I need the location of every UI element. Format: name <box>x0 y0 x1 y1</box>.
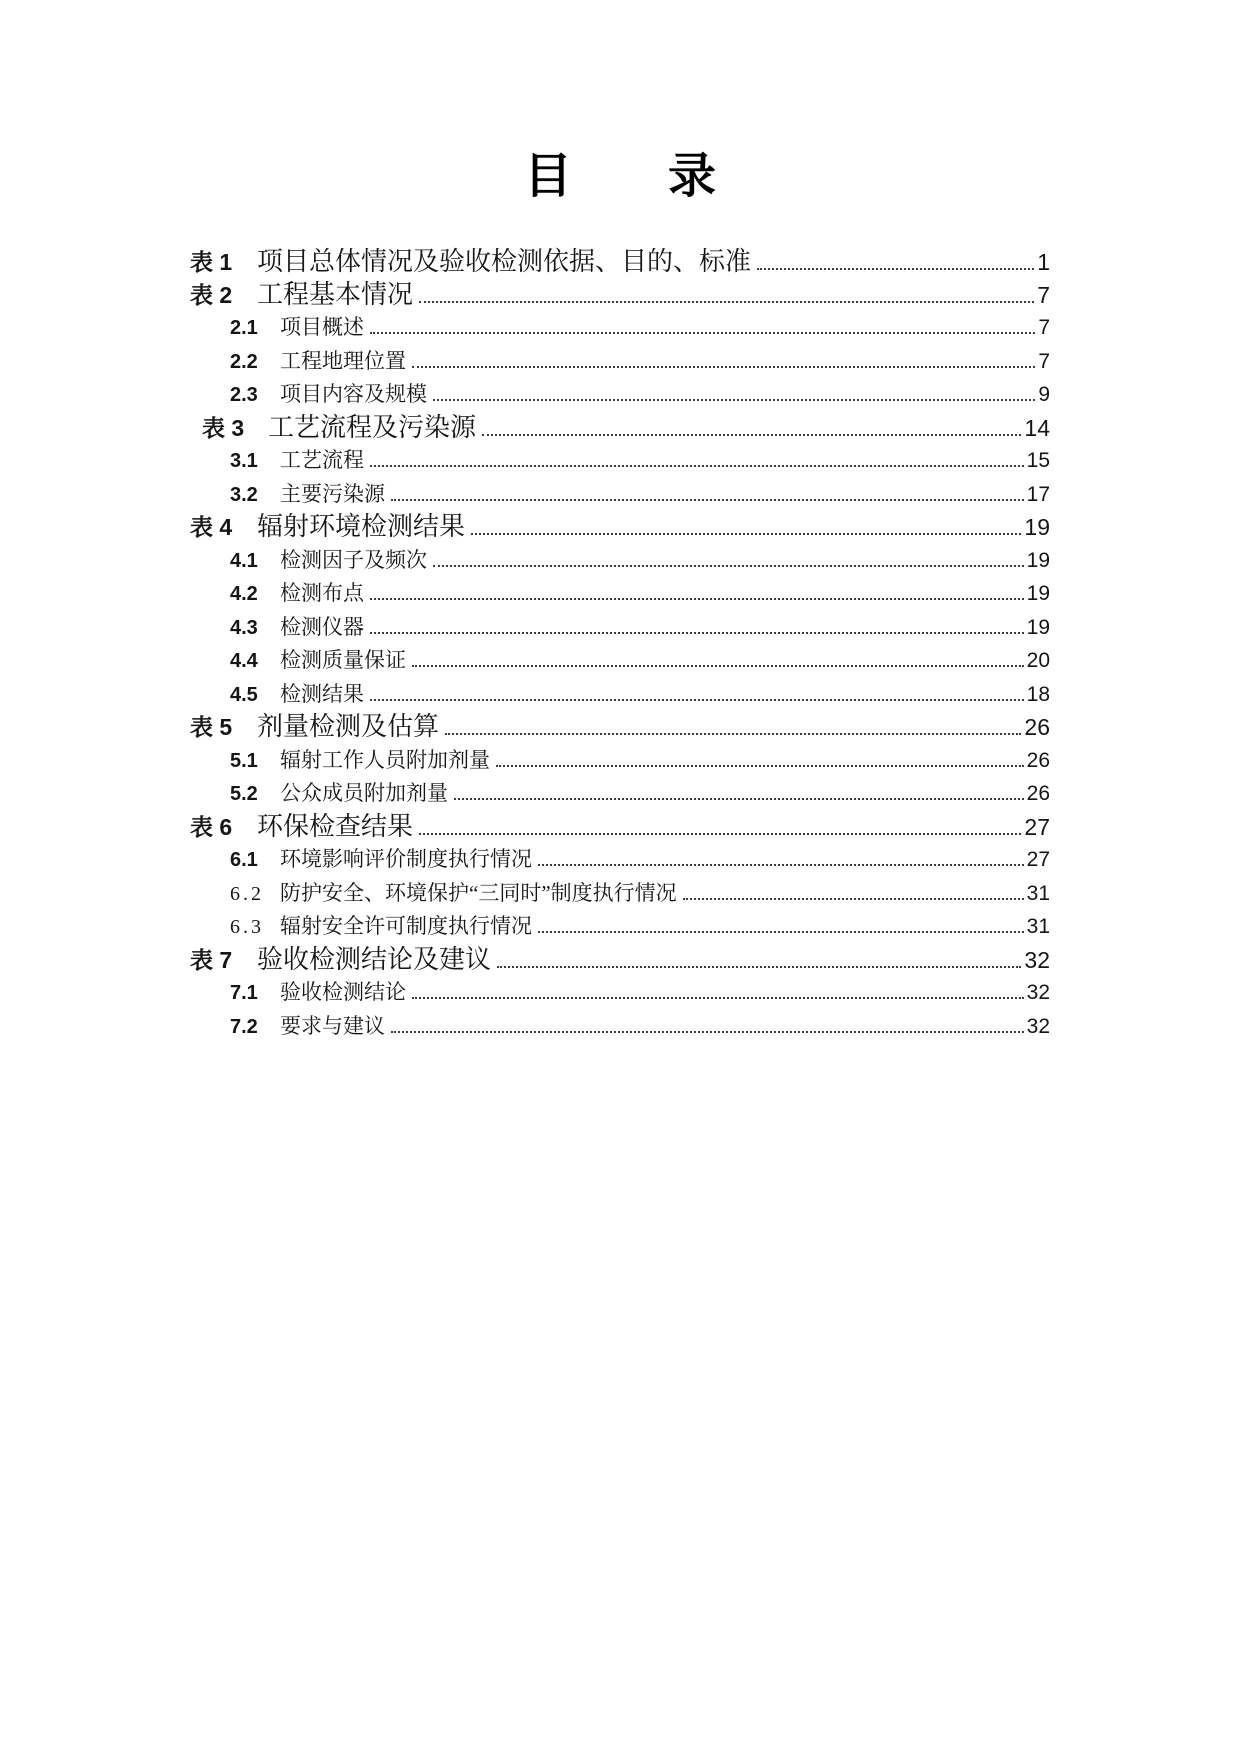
toc-row[interactable] <box>190 311 1050 345</box>
toc-page-number: 19 <box>1026 582 1050 605</box>
toc-item-label: 检测质量保证 <box>280 648 406 672</box>
toc-page-number: 14 <box>1024 414 1050 441</box>
toc-leader-dots <box>370 598 1024 600</box>
toc-row[interactable] <box>190 279 1050 312</box>
toc-item-label: 辐射安全许可制度执行情况 <box>280 914 532 938</box>
toc-row[interactable] <box>190 744 1050 778</box>
toc-page-number: 9 <box>1038 383 1050 406</box>
toc-page-number: 7 <box>1037 281 1050 308</box>
toc-item-number: 4.4 <box>230 650 258 672</box>
toc-leader-dots <box>370 699 1024 701</box>
toc-page-number: 27 <box>1024 813 1050 840</box>
toc-item-label: 环境影响评价制度执行情况 <box>280 847 532 871</box>
toc-item-number: 4.5 <box>230 683 258 706</box>
toc-item-number: 6.1 <box>230 849 258 871</box>
table-of-contents <box>190 246 1050 1043</box>
toc-leader-dots <box>454 798 1024 800</box>
toc-item-label: 公众成员附加剂量 <box>280 781 448 805</box>
toc-item-number: 表 5 <box>190 714 233 740</box>
toc-page-number: 32 <box>1026 981 1050 1004</box>
toc-item-number: 表 7 <box>190 946 233 973</box>
toc-leader-dots <box>496 765 1024 767</box>
toc-leader-dots <box>419 833 1021 835</box>
toc-leader-dots <box>370 632 1024 634</box>
toc-item-number: 7.1 <box>230 982 258 1004</box>
toc-leader-dots <box>482 434 1021 436</box>
toc-page-number: 32 <box>1026 1014 1050 1038</box>
toc-item-label: 环保检查结果 <box>257 811 414 841</box>
toc-row[interactable] <box>190 777 1050 811</box>
toc-row[interactable] <box>190 944 1050 977</box>
toc-leader-dots <box>412 366 1035 368</box>
toc-item-label: 剂量检测及估算 <box>257 712 440 741</box>
toc-item-number: 表 3 <box>202 414 245 441</box>
toc-row[interactable] <box>190 246 1050 279</box>
toc-item-label: 检测结果 <box>280 681 364 706</box>
toc-leader-dots <box>683 898 1024 900</box>
toc-row[interactable] <box>190 412 1050 445</box>
toc-page-number: 7 <box>1038 316 1050 339</box>
toc-item-label: 工艺流程及污染源 <box>268 412 477 442</box>
toc-item-label: 辐射环境检测结果 <box>257 512 466 541</box>
toc-leader-dots <box>433 565 1024 567</box>
toc-page-number: 19 <box>1026 615 1050 639</box>
toc-item-number: 2.2 <box>230 350 258 373</box>
toc-leader-dots <box>412 997 1024 999</box>
toc-item-number: 2.1 <box>230 317 258 339</box>
toc-row[interactable] <box>190 811 1050 844</box>
toc-item-number: 3.2 <box>230 483 258 506</box>
toc-row[interactable] <box>190 877 1050 911</box>
toc-leader-dots <box>433 399 1035 401</box>
toc-row[interactable] <box>190 910 1050 944</box>
toc-item-number: 5.1 <box>230 749 258 772</box>
toc-row[interactable] <box>190 611 1050 645</box>
toc-row[interactable] <box>190 644 1050 678</box>
toc-page-number: 15 <box>1026 449 1050 472</box>
toc-item-number: 4.2 <box>230 583 258 605</box>
toc-leader-dots <box>538 931 1024 933</box>
toc-page-number: 27 <box>1026 848 1050 871</box>
page-title: 目 录 <box>523 150 716 203</box>
toc-row[interactable] <box>190 345 1050 379</box>
toc-item-label: 验收检测结论 <box>280 980 406 1004</box>
toc-row[interactable] <box>190 478 1050 512</box>
toc-item-number: 6.3 <box>230 916 264 938</box>
toc-row[interactable] <box>190 678 1050 712</box>
toc-item-number: 表 4 <box>190 514 233 540</box>
toc-item-number: 4.3 <box>230 616 258 639</box>
toc-page-number: 17 <box>1026 482 1050 506</box>
toc-item-number: 5.2 <box>230 783 258 805</box>
toc-item-number: 3.1 <box>230 450 258 472</box>
toc-item-number: 7.2 <box>230 1015 258 1038</box>
toc-item-number: 6.2 <box>230 882 264 905</box>
toc-item-label: 检测布点 <box>280 581 364 605</box>
toc-item-label: 检测因子及频次 <box>280 547 427 572</box>
toc-page-number: 20 <box>1026 649 1050 672</box>
toc-row[interactable] <box>190 1010 1050 1044</box>
toc-item-label: 检测仪器 <box>280 614 364 639</box>
toc-row[interactable] <box>190 544 1050 578</box>
toc-page-number: 7 <box>1038 349 1050 373</box>
toc-leader-dots <box>370 465 1024 467</box>
toc-page-number: 26 <box>1026 748 1050 772</box>
toc-item-label: 工程地理位置 <box>280 348 406 373</box>
toc-page-number: 26 <box>1024 714 1050 740</box>
toc-page-number: 18 <box>1026 682 1050 706</box>
toc-leader-dots <box>419 301 1034 303</box>
toc-item-label: 辐射工作人员附加剂量 <box>280 747 490 772</box>
toc-leader-dots <box>538 864 1024 866</box>
toc-item-label: 项目总体情况及验收检测依据、目的、标准 <box>257 247 752 276</box>
toc-row[interactable] <box>190 843 1050 877</box>
toc-item-number: 表 2 <box>190 281 233 308</box>
toc-item-label: 工程基本情况 <box>257 279 414 309</box>
toc-leader-dots <box>497 966 1021 968</box>
page-content <box>190 0 1050 1043</box>
toc-page-number: 32 <box>1024 946 1050 973</box>
toc-item-label: 项目内容及规模 <box>280 382 427 406</box>
toc-leader-dots <box>757 268 1034 270</box>
toc-leader-dots <box>391 499 1024 501</box>
toc-row[interactable] <box>190 976 1050 1010</box>
toc-leader-dots <box>370 332 1035 334</box>
toc-item-number: 表 6 <box>190 813 233 840</box>
toc-leader-dots <box>471 533 1021 535</box>
toc-item-number: 4.1 <box>230 549 258 572</box>
toc-item-label: 主要污染源 <box>280 481 385 506</box>
toc-leader-dots <box>391 1031 1024 1033</box>
toc-page-number: 31 <box>1026 915 1050 938</box>
toc-item-label: 要求与建议 <box>280 1013 385 1038</box>
toc-page-number: 19 <box>1026 548 1050 572</box>
toc-page-number: 1 <box>1037 249 1050 275</box>
toc-item-label: 验收检测结论及建议 <box>257 944 492 974</box>
toc-item-label: 项目概述 <box>280 315 364 339</box>
toc-leader-dots <box>445 733 1021 735</box>
toc-leader-dots <box>412 665 1024 667</box>
toc-row[interactable] <box>190 577 1050 611</box>
toc-item-number: 表 1 <box>190 249 233 275</box>
toc-item-label: 工艺流程 <box>280 448 364 472</box>
toc-item-number: 2.3 <box>230 384 258 406</box>
toc-page-number: 19 <box>1024 514 1050 540</box>
toc-row[interactable] <box>190 444 1050 478</box>
toc-item-label: 防护安全、环境保护“三同时”制度执行情况 <box>280 880 677 905</box>
toc-row[interactable] <box>190 378 1050 412</box>
toc-row[interactable] <box>190 511 1050 544</box>
toc-row[interactable] <box>190 711 1050 744</box>
toc-page-number: 31 <box>1026 881 1050 905</box>
toc-page-number: 26 <box>1026 782 1050 805</box>
